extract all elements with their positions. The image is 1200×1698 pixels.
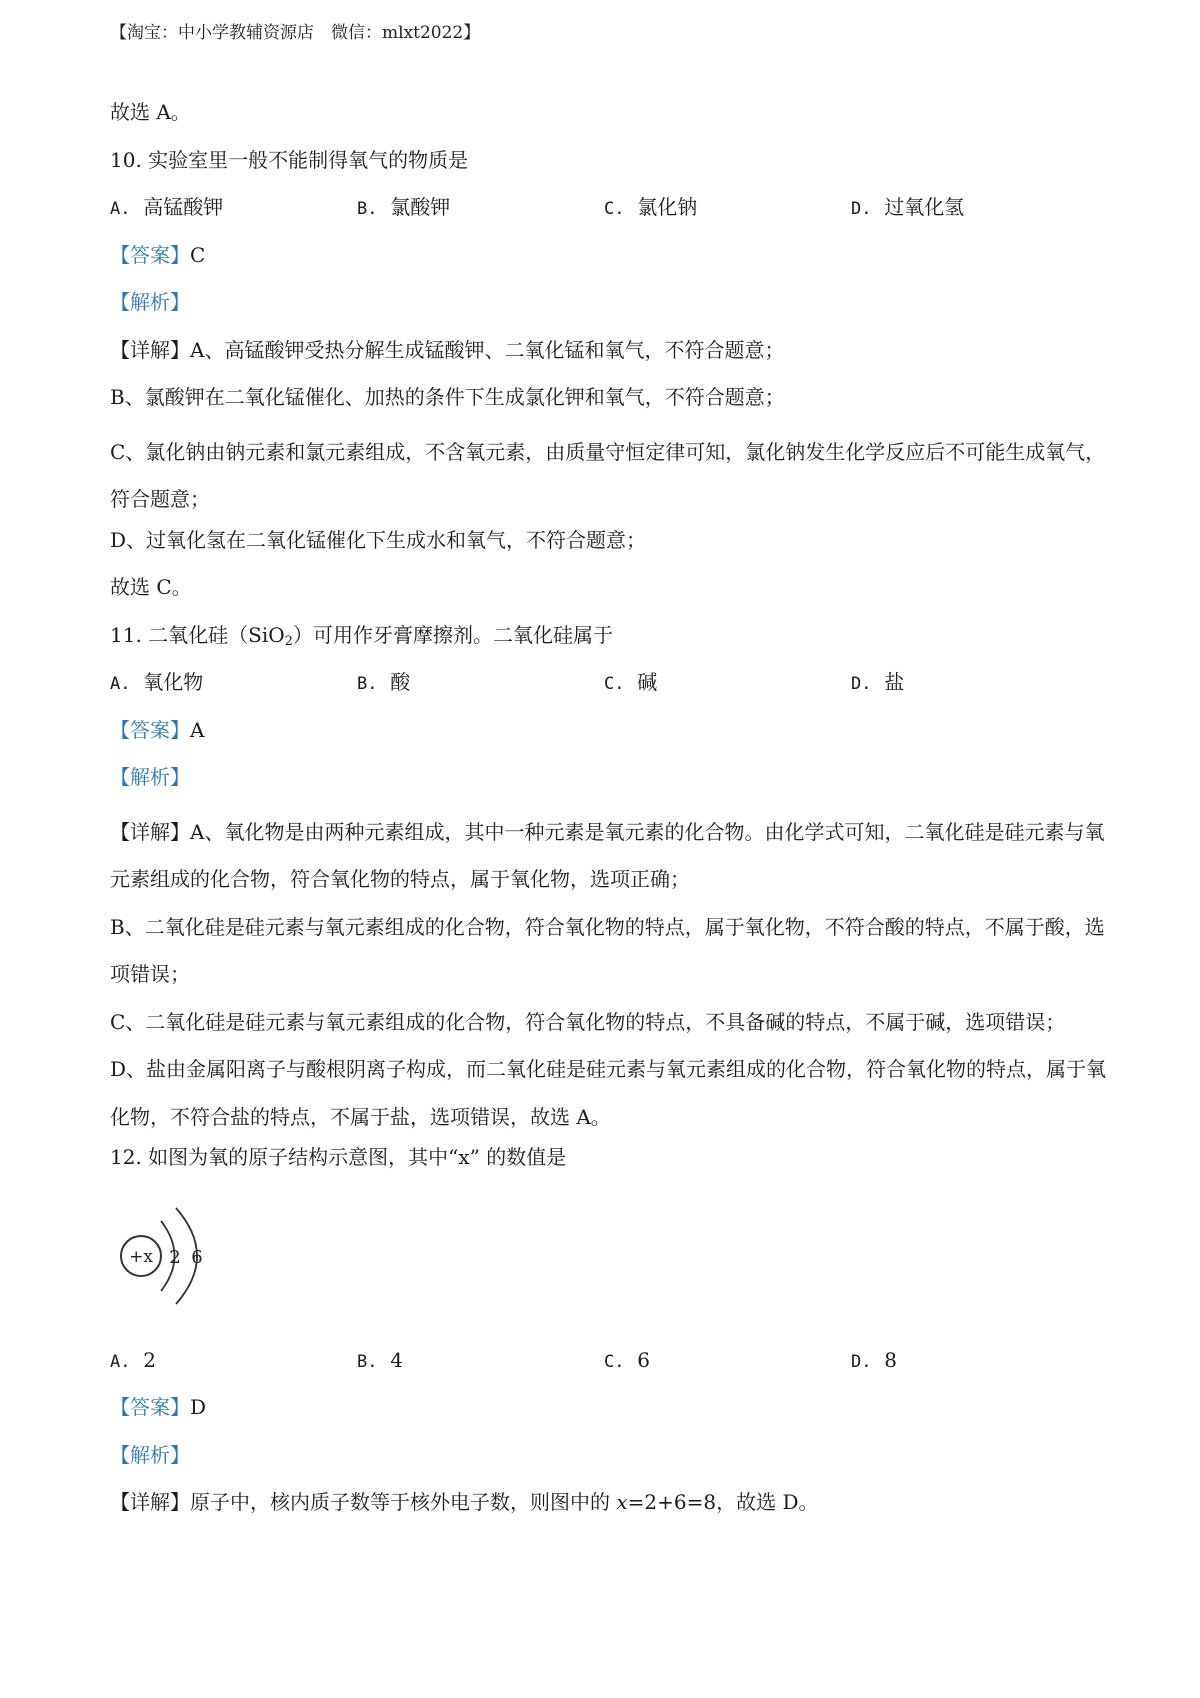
answer-tag: 【答案】	[110, 717, 190, 742]
q11-choice-a: A. 氧化物	[110, 670, 204, 694]
q12-choices	[110, 1344, 1110, 1376]
q11-choice-d: D. 盐	[851, 670, 905, 694]
q10-stem: 10. 实验室里一般不能制得氧气的物质是	[110, 147, 469, 172]
q12-stem: 12. 如图为氧的原子结构示意图，其中“x” 的数值是	[110, 1145, 567, 1169]
document-content	[110, 96, 1110, 1534]
analysis-tag: 【解析】	[110, 765, 190, 789]
prev-conclusion: 故选 A。	[110, 100, 191, 124]
q10-detail-b: B、氯酸钾在二氧化锰催化、加热的条件下生成氯化钾和氧气，不符合题意；	[110, 385, 785, 409]
q10-answer: 【答案】C	[110, 242, 206, 267]
shell-2-electrons: 6	[191, 1246, 203, 1268]
q12-choice-d: D. 8	[851, 1347, 897, 1372]
q10-detail-c: C、氯化钠由钠元素和氯元素组成，不含氧元素，由质量守恒定律可知，氯化钠发生化学反应后不可能生成氧气，符合题意；	[110, 439, 1106, 511]
q10-choice-d: D. 过氧化氢	[851, 195, 965, 219]
q10-choice-c: C. 氯化钠	[604, 195, 698, 219]
q10-analysis	[110, 286, 1110, 318]
answer-tag: 【答案】	[110, 1395, 190, 1419]
page-header: 【淘宝：中小学教辅资源店 微信：mlxt2022】	[110, 23, 481, 43]
atom-diagram-svg	[118, 1203, 228, 1313]
q12-choice-c: C. 6	[604, 1347, 650, 1372]
analysis-tag: 【解析】	[110, 1442, 190, 1467]
atom-structure-diagram	[110, 1189, 1110, 1344]
q11-choices	[110, 666, 1110, 698]
answer-tag: 【答案】	[110, 242, 190, 267]
q11-detail-a: 【详解】A、氧化物是由两种元素组成，其中一种元素是氧元素的化合物。由化学式可知，二氧化硅是硅元素与氧元素组成的化合物，符合氧化物的特点，属于氧化物，选项正确；	[110, 819, 1105, 891]
detail-tag: 【详解】	[110, 337, 190, 362]
q12-answer: 【答案】D	[110, 1395, 207, 1419]
analysis-tag: 【解析】	[110, 290, 190, 314]
shell-1-electrons: 2	[169, 1246, 181, 1268]
q11-answer: 【答案】A	[110, 717, 205, 742]
q12-analysis	[110, 1439, 1110, 1471]
q11-detail-c: C、二氧化硅是硅元素与氧元素组成的化合物，符合氧化物的特点，不具备碱的特点，不属于碱，选项错误；	[110, 1009, 1066, 1034]
detail-tag: 【详解】	[110, 1490, 190, 1514]
q11-detail-b: B、二氧化硅是硅元素与氧元素组成的化合物，符合氧化物的特点，属于氧化物，不符合酸的特点，不属于酸，选项错误；	[110, 914, 1105, 986]
q10-detail-d: D、过氧化氢在二氧化锰催化下生成水和氧气，不符合题意；	[110, 527, 647, 552]
detail-tag: 【详解】	[110, 819, 190, 844]
q10-conclusion: 故选 C。	[110, 575, 192, 599]
q10-choice-b: B. 氯酸钾	[357, 195, 451, 219]
q11-choice-b: B. 酸	[357, 670, 411, 694]
q11-choice-c: C. 碱	[604, 670, 658, 694]
q11-analysis	[110, 761, 1110, 793]
q11-stem: 11. 二氧化硅（SiO$_2$）可用作牙膏摩擦剂。二氧化硅属于	[110, 622, 613, 649]
q12-choice-a: A. 2	[110, 1347, 156, 1372]
q10-detail-a: 【详解】A、高锰酸钾受热分解生成锰酸钾、二氧化锰和氧气，不符合题意；	[110, 337, 785, 362]
q10-choices	[110, 191, 1110, 223]
q10-choice-a: A. 高锰酸钾	[110, 195, 224, 219]
q12-detail: 【详解】原子中，核内质子数等于核外电子数，则图中的 x=2+6=8，故选 D。	[110, 1490, 819, 1514]
q12-choice-b: B. 4	[357, 1347, 403, 1372]
nucleus-label: +x	[129, 1246, 153, 1267]
q11-detail-d: D、盐由金属阳离子与酸根阴离子构成，而二氧化硅是硅元素与氧元素组成的化合物，符合氧化物的特点，属于氧化物，不符合盐的特点，不属于盐，选项错误，故选 A。	[110, 1057, 1107, 1129]
